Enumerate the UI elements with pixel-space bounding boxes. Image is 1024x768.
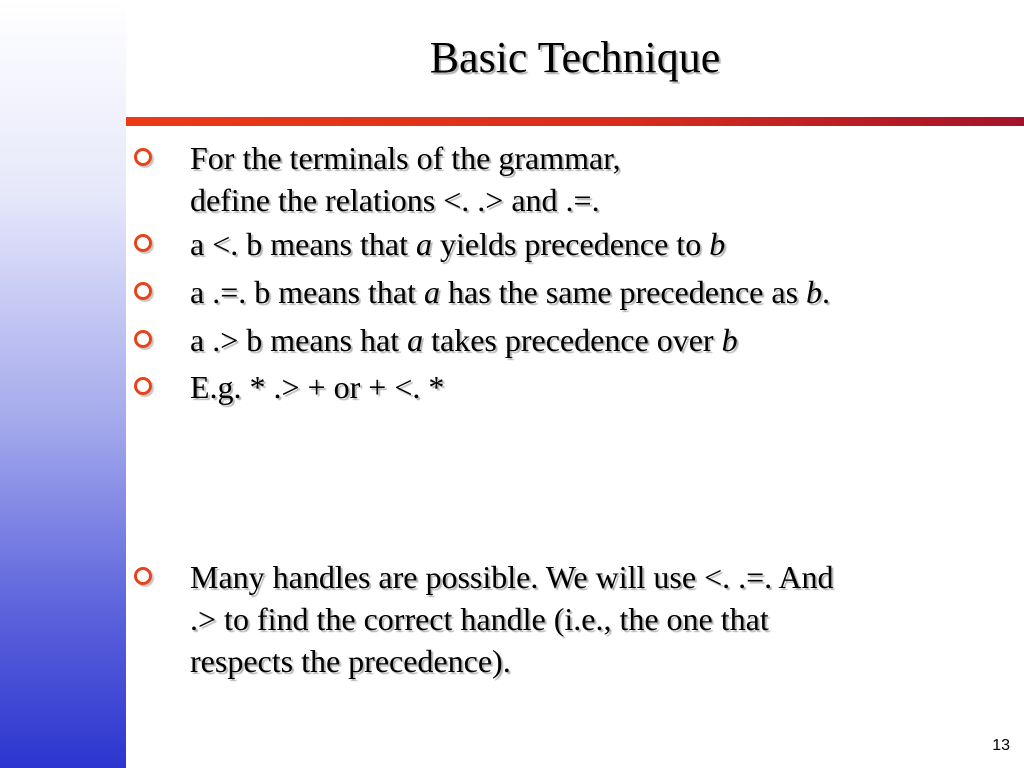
- bullet-line: define the relations <. .> and .=.: [190, 182, 600, 218]
- italic-symbol: a: [415, 226, 432, 262]
- text-segment: a .=. b means that: [190, 274, 424, 310]
- text-segment: a .> b means hat: [190, 322, 408, 358]
- italic-symbol: b: [709, 226, 726, 262]
- hollow-circle-bullet-icon: [134, 330, 152, 348]
- text-segment: a <. b means that: [190, 226, 416, 262]
- italic-symbol: b: [721, 322, 738, 358]
- hollow-circle-bullet-icon: [134, 377, 152, 395]
- hollow-circle-bullet-icon: [134, 234, 152, 252]
- hollow-circle-bullet-icon: [134, 567, 152, 585]
- bullet-line: E.g. * .> + or + <. *: [190, 369, 445, 405]
- bullet-text: [190, 137, 1010, 221]
- bullet-text: [190, 556, 1010, 682]
- bullet-line: .> to find the correct handle (i.e., the one that: [190, 601, 769, 637]
- page-number: 13: [992, 737, 1010, 754]
- hollow-circle-bullet-icon: [134, 282, 152, 300]
- hollow-circle-bullet-icon: [134, 148, 152, 166]
- left-gradient-band: [0, 0, 126, 768]
- bullet-text: [190, 223, 1010, 265]
- bullet-text: [190, 366, 1010, 408]
- text-segment: yields precedence to: [431, 226, 710, 262]
- bullet-line: respects the precedence).: [190, 643, 511, 679]
- title-divider: [126, 117, 1024, 126]
- slide-title: Basic Technique: [429, 33, 721, 82]
- italic-symbol: a: [407, 322, 424, 358]
- text-segment: .: [822, 274, 831, 310]
- bullet-text: [190, 319, 1010, 361]
- bullet-text: [190, 271, 1010, 313]
- italic-symbol: a: [423, 274, 440, 310]
- italic-symbol: b: [806, 274, 823, 310]
- text-segment: has the same precedence as: [439, 274, 807, 310]
- bullet-line: For the terminals of the grammar,: [190, 140, 621, 176]
- bullet-line: Many handles are possible. We will use <. .=. And: [190, 559, 834, 595]
- text-segment: takes precedence over: [423, 322, 722, 358]
